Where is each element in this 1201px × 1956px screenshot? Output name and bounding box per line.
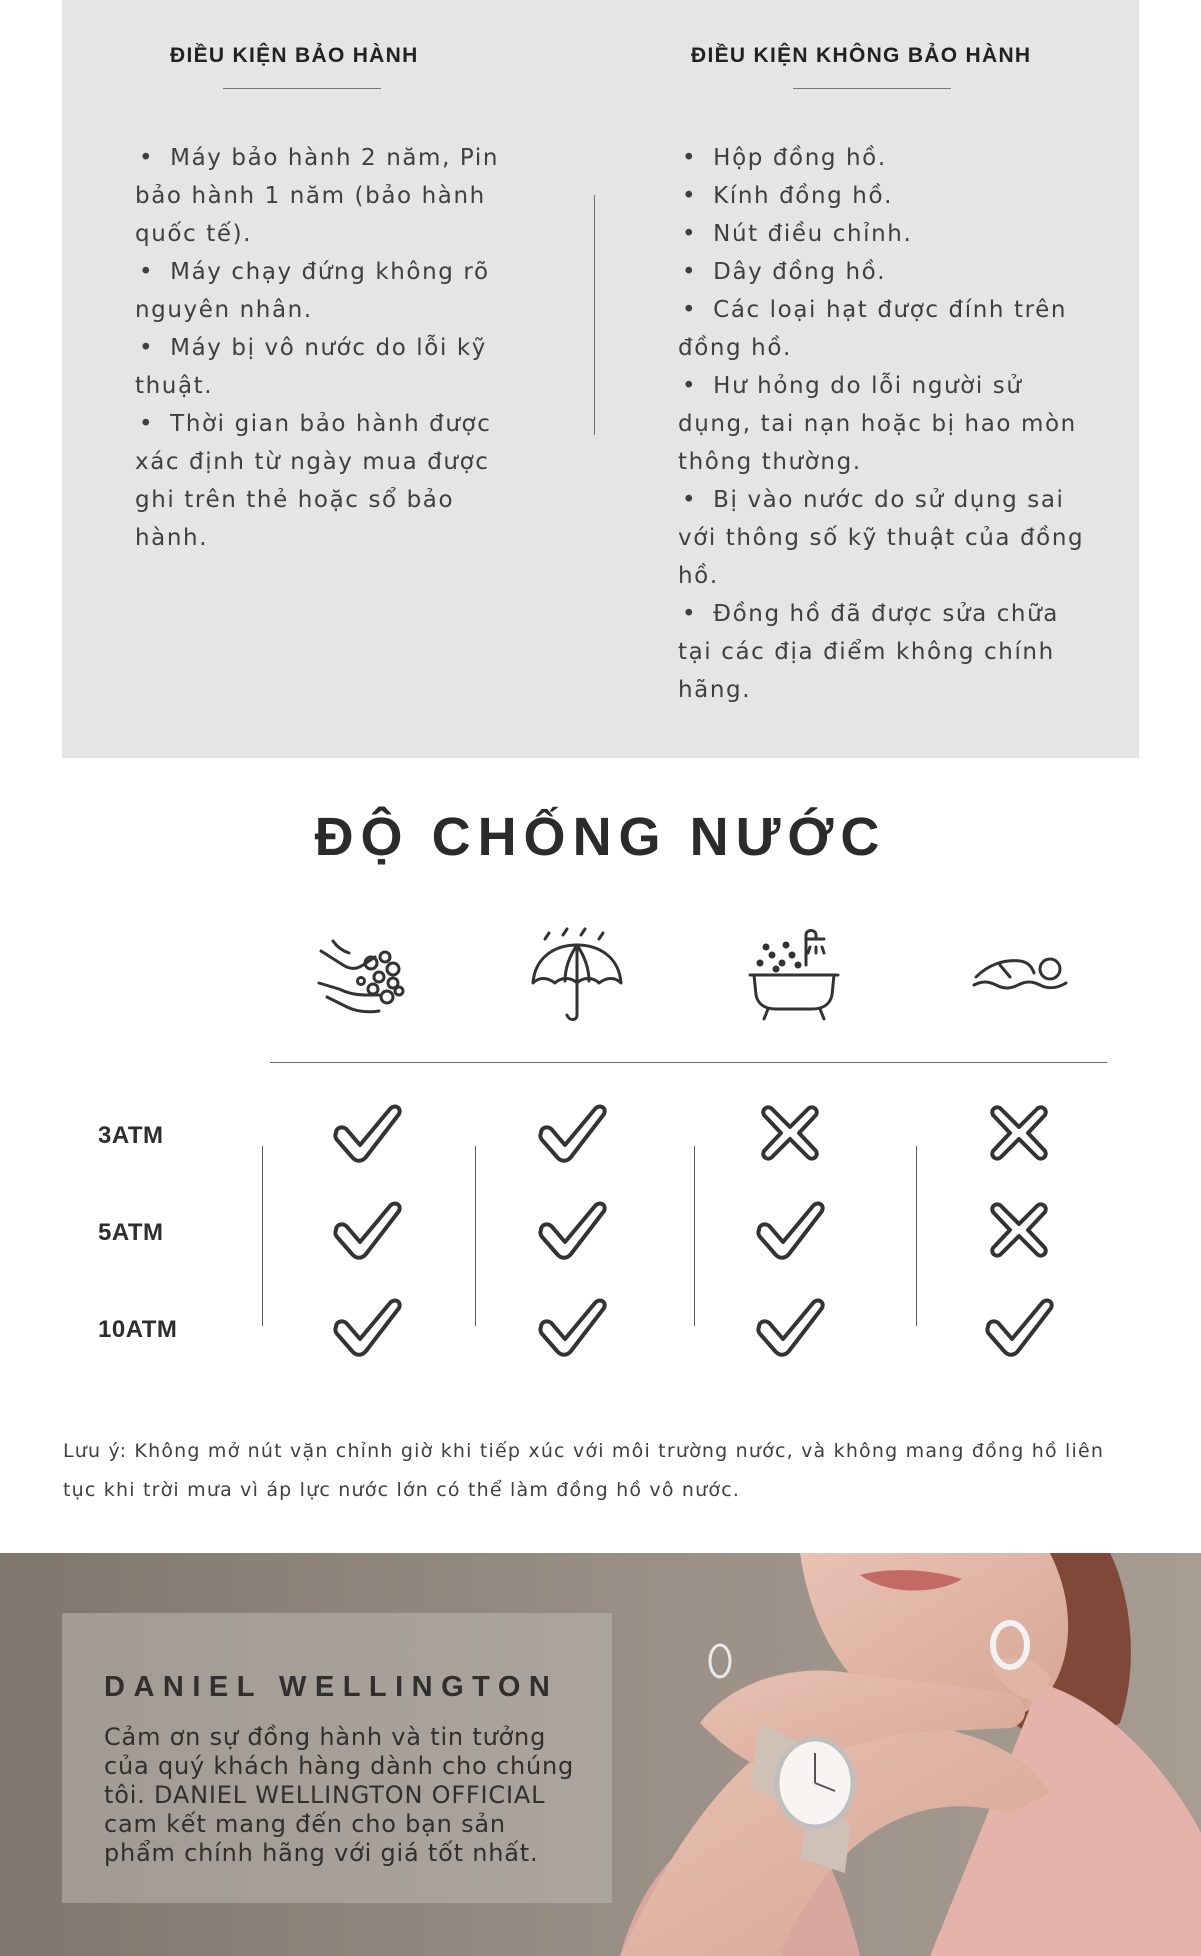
- list-item: • Hư hỏng do lỗi người sử dụng, tai nạn hoặc bị hao mòn thông thường.: [678, 367, 1098, 481]
- hand-washing-icon: [313, 925, 413, 1025]
- row-label-5atm: 5ATM: [98, 1219, 164, 1246]
- heading-underline: [223, 88, 381, 89]
- warranty-not-covered-list: [678, 139, 1098, 709]
- list-item: • Nút điều chỉnh.: [678, 215, 1098, 253]
- water-resistance-title: ĐỘ CHỐNG NƯỚC: [314, 807, 887, 867]
- heading-underline: [793, 88, 951, 89]
- cross-icon: [982, 1200, 1056, 1260]
- check-icon: [753, 1297, 827, 1357]
- list-item: • Kính đồng hồ.: [678, 177, 1098, 215]
- list-item: • Máy bị vô nước do lỗi kỹ thuật.: [135, 329, 535, 405]
- check-icon: [535, 1200, 609, 1260]
- umbrella-rain-icon: [527, 925, 627, 1025]
- row-label-3atm: 3ATM: [98, 1122, 164, 1149]
- column-divider: [694, 1146, 695, 1326]
- warranty-panel: [62, 0, 1139, 758]
- brand-message: Cảm ơn sự đồng hành và tin tưởng của quý khách hàng dành cho chúng tôi. DANIEL WELLINGTON OFFICIAL cam kết mang đến cho bạn sản phẩm chính hãng với giá tốt nhất.: [104, 1723, 575, 1867]
- cross-icon: [753, 1103, 827, 1163]
- warranty-not-covered-heading: ĐIỀU KIỆN KHÔNG BẢO HÀNH: [691, 44, 1032, 67]
- table-header-rule: [270, 1062, 1107, 1063]
- cross-icon: [982, 1103, 1056, 1163]
- water-resistance-note: Lưu ý: Không mở nút vặn chỉnh giờ khi tiếp xúc với môi trường nước, và không mang đồng hồ liên tục khi trời mưa vì áp lực nước lớn có thể làm đồng hồ vô nước.: [63, 1440, 1105, 1501]
- check-icon: [535, 1103, 609, 1163]
- column-divider: [262, 1146, 263, 1326]
- column-divider: [594, 195, 595, 435]
- check-icon: [330, 1200, 404, 1260]
- brand-banner: [0, 1553, 1201, 1956]
- list-item: • Máy chạy đứng không rõ nguyên nhân.: [135, 253, 535, 329]
- list-item: • Máy bảo hành 2 năm, Pin bảo hành 1 năm (bảo hành quốc tế).: [135, 139, 535, 253]
- check-icon: [535, 1297, 609, 1357]
- bathtub-shower-icon: [746, 925, 846, 1025]
- check-icon: [330, 1103, 404, 1163]
- list-item: • Thời gian bảo hành được xác định từ ngày mua được ghi trên thẻ hoặc sổ bảo hành.: [135, 405, 535, 557]
- list-item: • Đồng hồ đã được sửa chữa tại các địa điểm không chính hãng.: [678, 595, 1098, 709]
- list-item: • Các loại hạt được đính trên đồng hồ.: [678, 291, 1098, 367]
- list-item: • Hộp đồng hồ.: [678, 139, 1098, 177]
- swimming-icon: [970, 925, 1070, 1025]
- list-item: • Bị vào nước do sử dụng sai với thông số kỹ thuật của đồng hồ.: [678, 481, 1098, 595]
- brand-name: DANIEL WELLINGTON: [104, 1671, 559, 1703]
- check-icon: [982, 1297, 1056, 1357]
- warranty-covered-list: [135, 139, 535, 557]
- brand-message-box: [62, 1613, 612, 1903]
- list-item: • Dây đồng hồ.: [678, 253, 1098, 291]
- column-divider: [475, 1146, 476, 1326]
- column-divider: [916, 1146, 917, 1326]
- check-icon: [330, 1297, 404, 1357]
- warranty-covered-heading: ĐIỀU KIỆN BẢO HÀNH: [170, 44, 419, 67]
- check-icon: [753, 1200, 827, 1260]
- row-label-10atm: 10ATM: [98, 1316, 178, 1343]
